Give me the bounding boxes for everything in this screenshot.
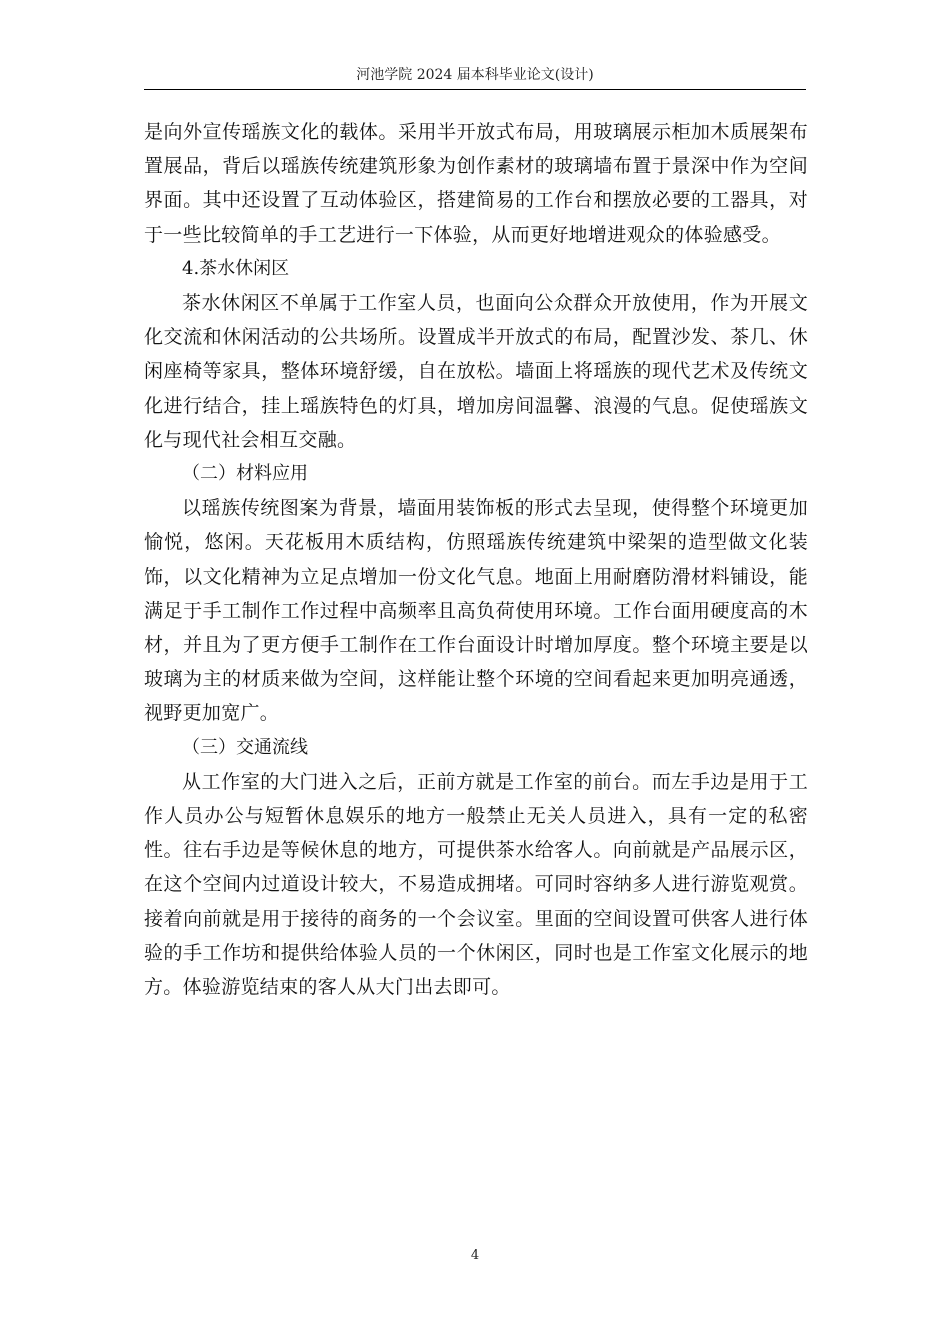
paragraph-circulation: 从工作室的大门进入之后，正前方就是工作室的前台。而左手边是用于工作人员办公与短暂休息娱乐的地方一般禁止无关人员进入，具有一定的私密性。往右手边是等候休息的地方，可提供茶水给客人。向前就是产品展示区，在这个空间内过道设计较大，不易造成拥堵。可同时容纳多人进行游览观赏。接着向前就是用于接待的商务的一个会议室。里面的空间设置可供客人进行体验的手工作坊和提供给体验人员的一个休闲区，同时也是工作室文化展示的地方。体验游览结束的客人从大门出去即可。 <box>144 770 808 999</box>
paragraph-exhibition-continued: 是向外宣传瑶族文化的载体。采用半开放式布局，用玻璃展示柜加木质展架布置展品，背后以瑶族传统建筑形象为创作素材的玻璃墙布置于景深中作为空间界面。其中还设置了互动体验区，搭建简易的工作台和摆放必要的工器具，对于一些比较简单的手工艺进行一下体验，从而更好地增进观众的体验感受。 <box>144 121 808 246</box>
paragraph-materials: 以瑶族传统图案为背景，墙面用装饰板的形式去呈现，使得整个环境更加愉悦，悠闲。天花板用木质结构，仿照瑶族传统建筑中梁架的造型做文化装饰，以文化精神为立足点增加一份文化气息。地面上用耐磨防滑材料铺设，能满足于手工制作工作过程中高频率且高负荷使用环境。工作台面用硬度高的木材，并且为了更方便手工制作在工作台面设计时增加厚度。整个环境主要是以玻璃为主的材质来做为空间，这样能让整个环境的空间看起来更加明亮通透，视野更加宽广。 <box>144 497 808 725</box>
page-number: 4 <box>470 1248 480 1263</box>
section-heading-materials: （二）材料应用 <box>182 463 308 485</box>
section-heading-circulation: （三）交通流线 <box>182 736 308 758</box>
section-heading-tea-leisure-area: 4.茶水休闲区 <box>182 257 290 279</box>
header-divider <box>144 89 806 90</box>
running-header: 河池学院 2024 届本科毕业论文(设计) <box>356 67 594 83</box>
page-body <box>144 115 808 1004</box>
paragraph-tea-leisure-area: 茶水休闲区不单属于工作室人员，也面向公众群众开放使用，作为开展文化交流和休闲活动的公共场所。设置成半开放式的布局，配置沙发、茶几、休闲座椅等家具，整体环境舒缓，自在放松。墙面上将瑶族的现代艺术及传统文化进行结合，挂上瑶族特色的灯具，增加房间温馨、浪漫的气息。促使瑶族文化与现代社会相互交融。 <box>144 292 808 451</box>
